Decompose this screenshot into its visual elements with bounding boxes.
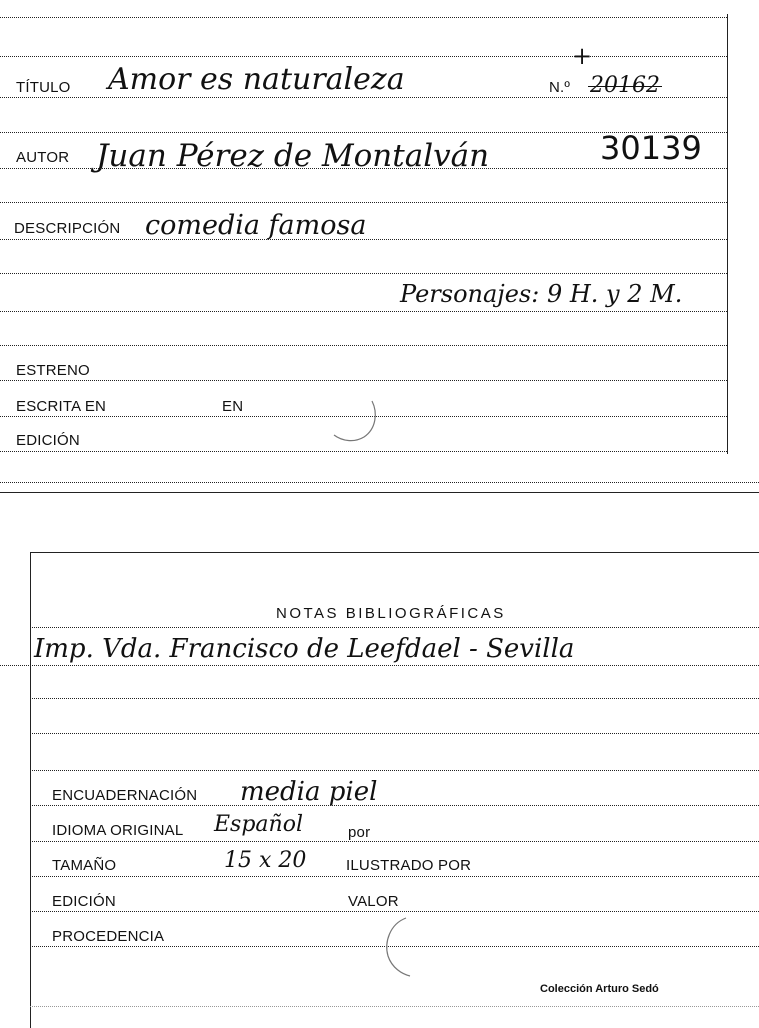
rule <box>0 451 727 452</box>
procedencia-label: PROCEDENCIA <box>52 928 165 945</box>
rule <box>0 273 727 274</box>
card-front-right-edge <box>727 14 728 454</box>
rule <box>30 698 759 699</box>
catalog-card-front <box>0 0 759 495</box>
catalog-card-back <box>0 530 759 1028</box>
rule <box>0 202 727 203</box>
rule <box>30 627 759 628</box>
numero-label: N.º <box>549 79 571 96</box>
autor-value: Juan Pérez de Montalván <box>96 138 490 174</box>
valor-label: VALOR <box>348 893 399 910</box>
descripcion-value: comedia famosa <box>145 210 367 241</box>
encuadernacion-label: ENCUADERNACIÓN <box>52 787 198 804</box>
collection-footer: Colección Arturo Sedó <box>540 983 659 995</box>
edicion-label: EDICIÓN <box>16 432 80 449</box>
autor-label: AUTOR <box>16 149 70 166</box>
rule <box>0 17 727 18</box>
rule <box>30 876 759 877</box>
rule <box>0 380 727 381</box>
personajes-note: Personajes: 9 H. y 2 M. <box>400 280 683 308</box>
rule <box>30 770 759 771</box>
idioma-original-label: IDIOMA ORIGINAL <box>52 822 184 839</box>
rule <box>30 841 759 842</box>
card-front-bottom-edge <box>0 492 759 493</box>
rule <box>30 805 759 806</box>
edicion-back-label: EDICIÓN <box>52 893 116 910</box>
descripcion-label: DESCRIPCIÓN <box>14 220 121 237</box>
idioma-original-value: Español <box>214 812 303 837</box>
notas-heading: NOTAS BIBLIOGRÁFICAS <box>276 605 506 622</box>
ilustrado-por-label: ILUSTRADO POR <box>346 857 472 874</box>
notas-value: Imp. Vda. Francisco de Leefdael - Sevilla <box>34 634 575 664</box>
rule <box>0 168 727 169</box>
rule <box>0 132 727 133</box>
stamp-mark <box>372 914 432 978</box>
titulo-label: TÍTULO <box>16 79 71 96</box>
rule <box>0 345 727 346</box>
estreno-label: ESTRENO <box>16 362 90 379</box>
stamp-mark <box>320 395 380 445</box>
rule <box>30 733 759 734</box>
card-back-left-edge <box>30 552 31 1028</box>
numero-old-value: 20162 <box>590 73 660 98</box>
card-back-top-edge <box>30 552 759 553</box>
tamano-label: TAMAÑO <box>52 857 117 874</box>
por-label: por <box>348 824 371 841</box>
rule <box>0 665 759 666</box>
encuadernacion-value: media piel <box>240 777 378 807</box>
rule <box>0 56 727 57</box>
escrita-en-label: ESCRITA EN <box>16 398 107 415</box>
rule <box>30 911 759 912</box>
rule <box>0 239 727 240</box>
rule <box>30 1006 759 1007</box>
tamano-value: 15 x 20 <box>224 848 307 873</box>
numero-value: 30139 <box>600 129 702 167</box>
numero-mark: + <box>572 42 593 70</box>
escrita-en-en-label: EN <box>222 398 244 415</box>
rule <box>0 311 727 312</box>
titulo-value: Amor es naturaleza <box>108 62 405 97</box>
rule <box>0 97 727 98</box>
rule <box>0 482 759 483</box>
